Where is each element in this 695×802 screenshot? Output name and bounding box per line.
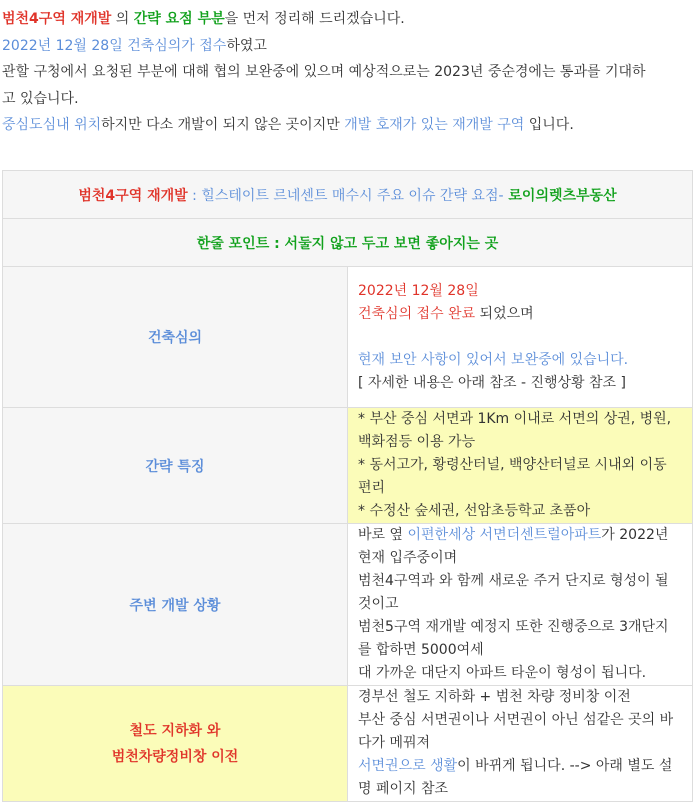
- table-row: [3, 408, 693, 524]
- row-content-railway: 경부선 철도 지하화 + 범천 차량 정비창 이전 부산 중심 서면권이나 서면권이 아닌 섬같은 곳의 바다가 메꿔져 서면권으로 생활이 바뀌게 됩니다. --> 아래 별도 설명 페이지 참조: [348, 686, 693, 802]
- intro-submitted: 건축심의가 접수: [127, 37, 227, 54]
- table-row: [3, 686, 693, 802]
- table-row: [3, 524, 693, 686]
- intro-line-2: 2022년 12월 28일 건축심의가 접수하였고: [2, 37, 267, 54]
- intro-date: 2022년 12월 28일: [2, 37, 123, 54]
- row-content-features: * 부산 중심 서면과 1Km 이내로 서면의 상권, 병원, 백화점등 이용 가능 * 동서고가, 황령산터널, 백양산터널로 시내외 이동 편리 * 수정산 숲세권, 선암초등학교 초품아: [348, 408, 693, 524]
- intro-line-1: 범천4구역 재개발 의 간략 요점 부분을 먼저 정리해 드리겠습니다.: [2, 11, 405, 27]
- row-label-architecture-review: 건축심의: [3, 267, 348, 408]
- one-line-point: 한줄 포인트 : 서둘지 않고 두고 보면 좋아지는 곳: [3, 219, 693, 267]
- table-header-row: [3, 171, 693, 219]
- intro-text: [0, 0, 695, 139]
- row-content-surroundings: 바로 옆 이편한세상 서면더센트럴아파트가 2022년 현재 입주중이며 범천4구역과 와 함께 새로운 주거 단지로 형성이 될것이고 범천5구역 재개발 예정지 또한 진행중으로 3개단지를 합하면 5000여세 대 가까운 대단지 아파트 타운이 형성이 됩니다.: [348, 524, 693, 686]
- intro-development: 개발 호재가 있는 재개발 구역: [344, 117, 525, 133]
- table-row: [3, 267, 693, 408]
- summary-table: [2, 170, 693, 802]
- row-label-railway: 철도 지하화 와 범천차량정비창 이전: [3, 686, 348, 802]
- intro-highlight: 간략 요점 부분: [133, 11, 225, 27]
- row-label-features: 간략 특징: [3, 408, 348, 524]
- intro-project-name: 범천4구역 재개발: [2, 11, 112, 27]
- table-title: 범천4구역 재개발 : 힐스테이트 르네센트 매수시 주요 이슈 간략 요점- 로이의렛츠부동산: [3, 171, 693, 219]
- row-content-architecture-review: 2022년 12월 28일 건축심의 접수 완료 되었으며 현재 보안 사항이 있어서 보완중에 있습니다. [ 자세한 내용은 아래 참조 - 진행상황 참조 ]: [348, 267, 693, 408]
- intro-location: 중심도심내 위치: [2, 117, 102, 133]
- intro-line-4: 고 있습니다.: [2, 90, 79, 107]
- table-oneline-row: [3, 219, 693, 267]
- intro-line-3: 관할 구청에서 요청된 부분에 대해 협의 보완중에 있으며 예상적으로는 2023년 중순경에는 통과를 기대하: [2, 64, 646, 80]
- row-label-surroundings: 주변 개발 상황: [3, 524, 348, 686]
- intro-line-5: 중심도심내 위치하지만 다소 개발이 되지 않은 곳이지만 개발 호재가 있는 재개발 구역 입니다.: [2, 117, 574, 133]
